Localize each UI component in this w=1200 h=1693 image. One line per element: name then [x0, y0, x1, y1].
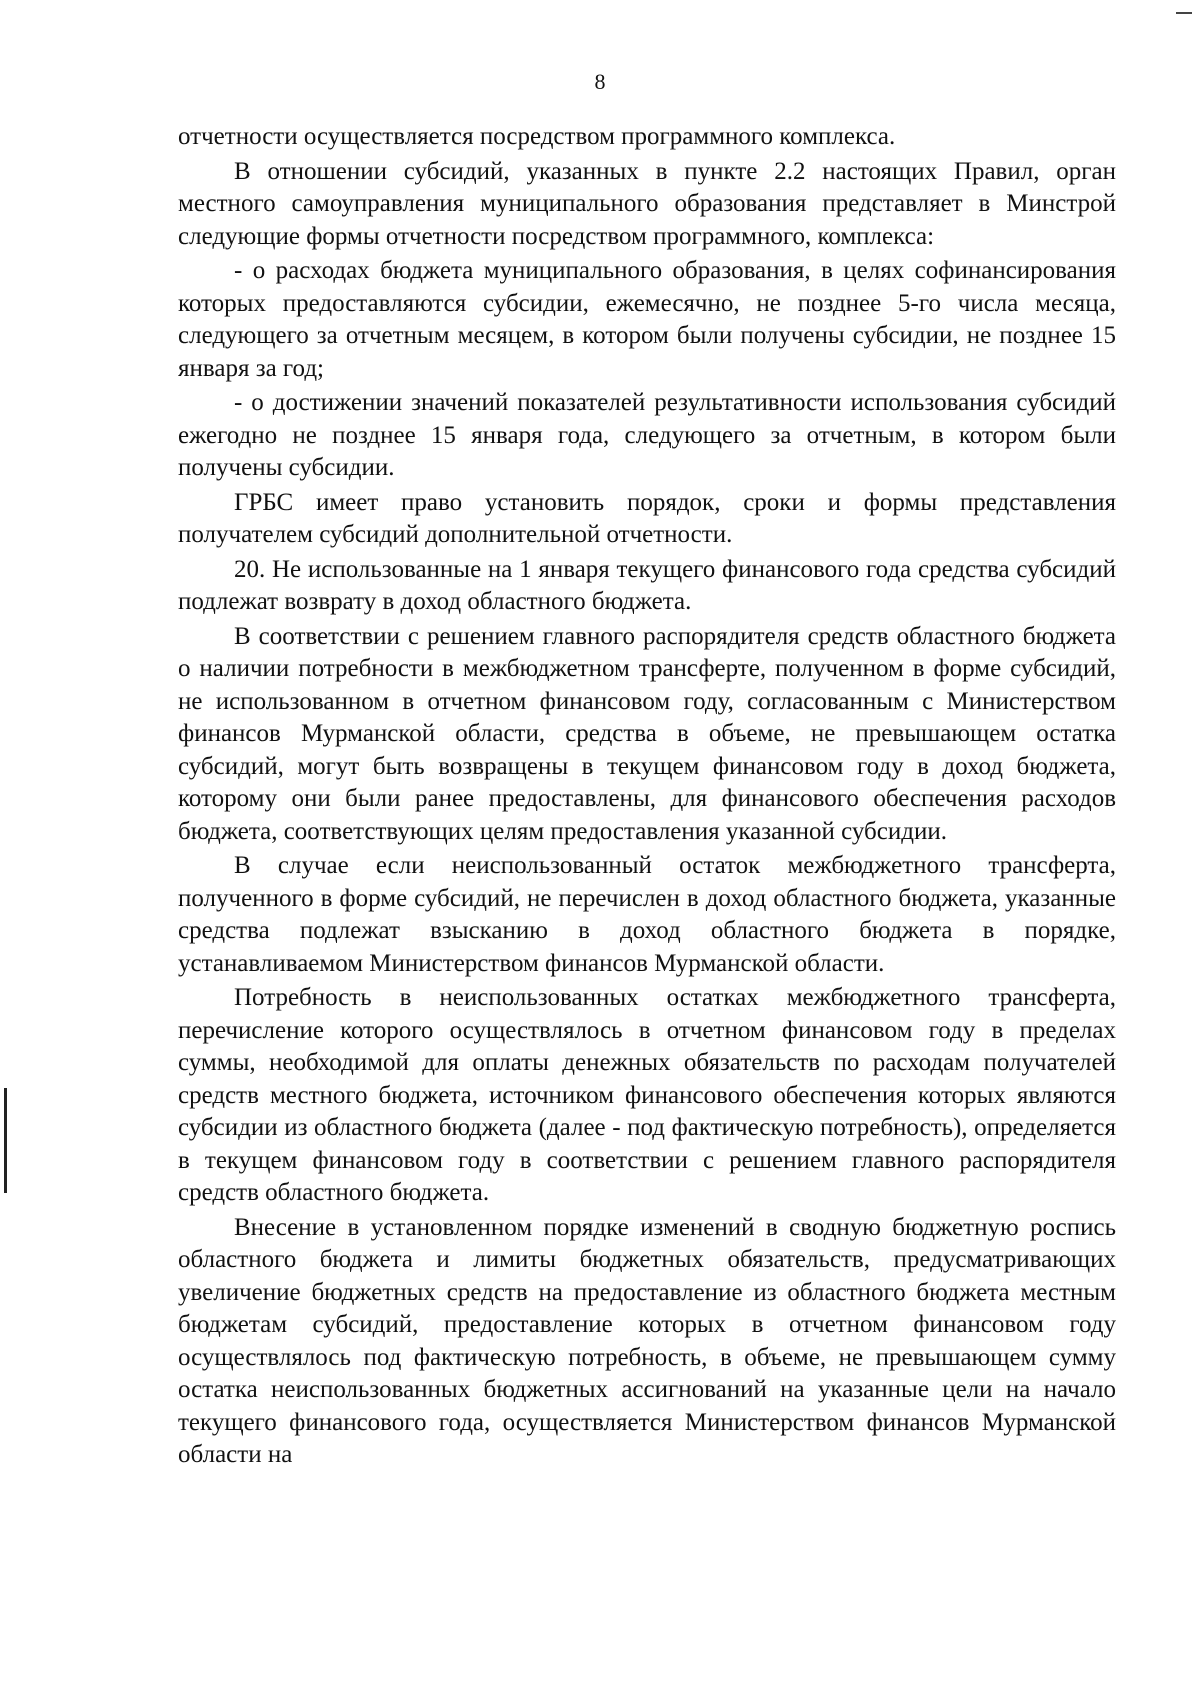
- page-number: 8: [594, 69, 606, 94]
- list-item-performance-report: - о достижении значений показателей результативности использования субсидий ежегодно не позднее 15 января года, следующего за отчетным, в котором были получены субсидии.: [178, 389, 1116, 481]
- paragraph-clause-20: 20. Не использованные на 1 января текущего финансового года средства субсидий подлежат возврату в доход областного бюджета.: [178, 555, 1116, 615]
- paragraph-budget-changes: Внесение в установленном порядке изменений в сводную бюджетную роспись областного бюджета и лимиты бюджетных обязательств, предусматривающих увеличение бюджетных средств на предоставление из областного бюджета местным бюджетам субсидий, предоставление которых в отчетном финансовом году осуществлялось под фактическую потребность, в объеме, не превышающем сумму остатка неиспользованных бюджетных ассигнований на указанные цели на начало текущего финансового года, осуществляется Министерством финансов Мурманской области на: [178, 1213, 1116, 1468]
- scan-corner-mark: [1176, 12, 1192, 14]
- paragraph-continuation: отчетности осуществляется посредством программного комплекса.: [178, 123, 896, 150]
- list-item-expense-report: - о расходах бюджета муниципального образования, в целях софинансирования которых предоставляются субсидии, ежемесячно, не позднее 5-го числа месяца, следующего за отчетным месяцем, в котором были получены субсидии, не позднее 15 января за год;: [178, 257, 1116, 382]
- paragraph-grbs-right: ГРБС имеет право установить порядок, сроки и формы представления получателем субсидий дополнительной отчетности.: [178, 488, 1116, 548]
- paragraph-recovery: В случае если неиспользованный остаток межбюджетного трансферта, полученного в форме субсидий, не перечислен в доход областного бюджета, указанные средства подлежат взысканию в доход областного бюджета в порядке, устанавливаемом Министерством финансов Мурманской области.: [178, 852, 1116, 977]
- paragraph-subsidies-reporting: В отношении субсидий, указанных в пункте 2.2 настоящих Правил, орган местного самоуправления муниципального образования представляет в Минстрой следующие формы отчетности посредством программного, комплекса:: [178, 157, 1116, 250]
- paragraph-actual-need: Потребность в неиспользованных остатках межбюджетного трансферта, перечисление которого осуществлялось в отчетном финансовом году в пределах суммы, необходимой для оплаты денежных обязательств по расходам получателей средств местного бюджета, источником финансового обеспечения которых являются субсидии из областного бюджета (далее - под фактическую потребность), определяется в текущем финансовом году в соответствии с решением главного распорядителя средств областного бюджета.: [178, 984, 1116, 1206]
- paragraph-return-decision: В соответствии с решением главного распорядителя средств областного бюджета о наличии потребности в межбюджетном трансферте, полученном в форме субсидий, не использованном в отчетном финансовом году, согласованным с Министерством финансов Мурманской области, средства в объеме, не превышающем остатка субсидий, могут быть возвращены в текущем финансовом году в доход бюджета, которому они были ранее предоставлены, для финансового обеспечения расходов бюджета, соответствующих целям предоставления указанной субсидии.: [178, 622, 1116, 845]
- document-body: [178, 121, 1116, 1474]
- scan-margin-mark: [4, 1088, 7, 1193]
